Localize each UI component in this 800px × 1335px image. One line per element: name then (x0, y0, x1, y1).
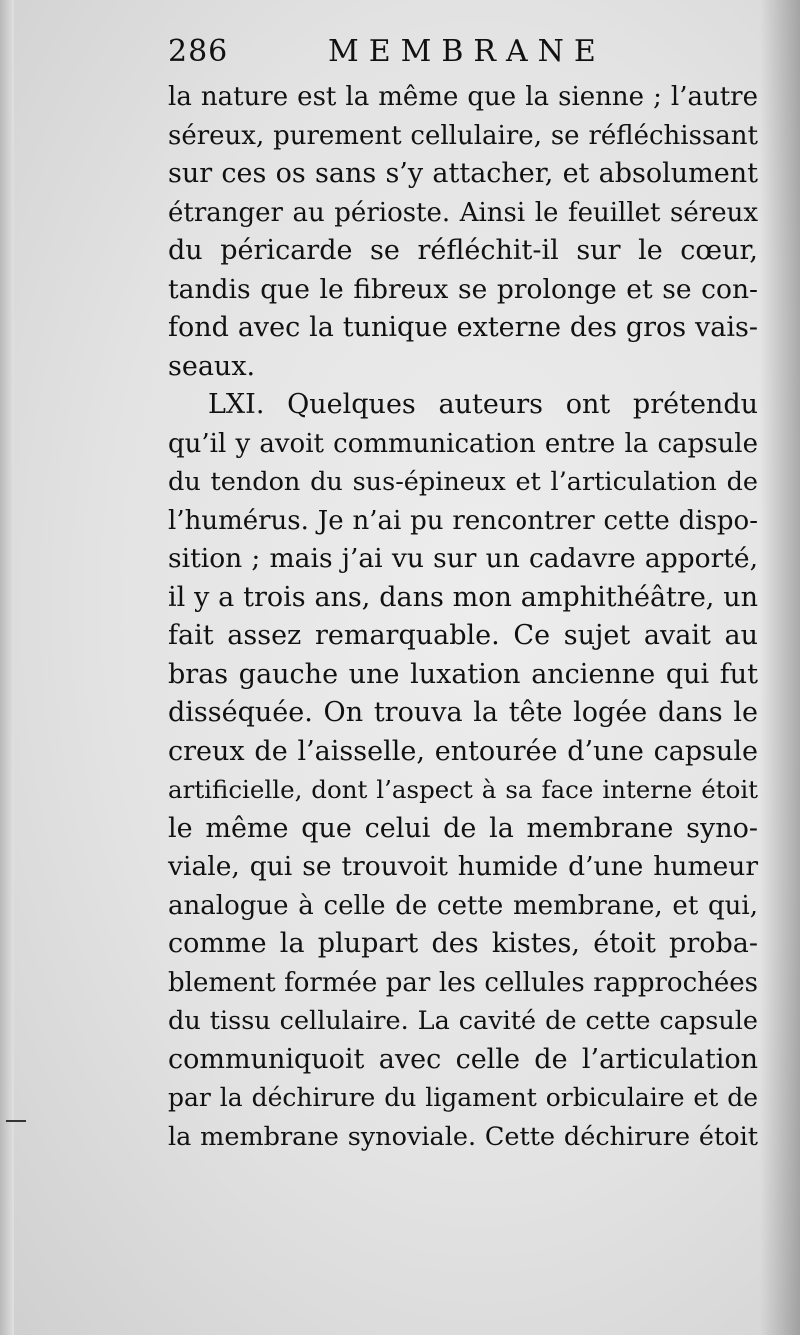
text-line: par la déchirure du ligament orbiculaire et de (168, 1083, 758, 1112)
text-line: du péricarde se réfléchit-il sur le cœur, (168, 235, 758, 266)
page-number: 286 (168, 34, 229, 69)
text-line: la nature est la même que la sienne ; l’autre (168, 82, 758, 112)
margin-mark (6, 1120, 26, 1122)
text-line: bras gauche une luxation ancienne qui fut (168, 658, 758, 690)
text-line: sition ; mais j’ai vu sur un cadavre apporté, (168, 543, 758, 574)
text-line: creux de l’aisselle, entourée d’une capsule (168, 735, 758, 767)
running-head: MEMBRANE (328, 34, 606, 69)
text-line: communiquoit avec celle de l’articulation (168, 1043, 758, 1075)
body-text (168, 78, 758, 1156)
text-line: fait assez remarquable. Ce sujet avait au (168, 620, 758, 651)
text-line: du tendon du sus-épineux et l’articulation de (168, 467, 758, 497)
text-line: sur ces os sans s’y attacher, et absolument (168, 158, 758, 189)
text-line: seaux. (168, 350, 256, 382)
text-line: séreux, purement cellulaire, se réfléchissant (168, 120, 758, 151)
text-line: la membrane synoviale. Cette déchirure étoit (168, 1121, 758, 1152)
text-line: blement formée par les cellules rapprochées (168, 967, 758, 998)
text-line: le même que celui de la membrane syno- (168, 812, 758, 844)
text-line: analogue à celle de cette membrane, et qui, (168, 890, 758, 921)
text-line: l’humérus. Je n’ai pu rencontrer cette dispo- (168, 505, 758, 536)
text-line: fond avec la tunique externe des gros vais- (168, 312, 758, 343)
text-line: disséquée. On trouva la tête logée dans le (168, 697, 758, 728)
text-line: étranger au périoste. Ainsi le feuillet séreux (168, 197, 758, 228)
text-line: artificielle, dont l’aspect à sa face interne étoit (168, 775, 758, 804)
text-line: du tissu cellulaire. La cavité de cette capsule (168, 1006, 758, 1036)
text-line: qu’il y avoit communication entre la capsule (168, 428, 758, 459)
text-line: tandis que le fibreux se prolonge et se con- (168, 273, 758, 305)
section-heading-line: LXI. Quelques auteurs ont prétendu (208, 389, 758, 420)
page-right-shadow (760, 0, 800, 1335)
text-line: viale, qui se trouvoit humide d’une humeur (168, 851, 758, 882)
page-left-edge (0, 0, 14, 1335)
text-line: comme la plupart des kistes, étoit proba- (168, 928, 758, 959)
text-line: il y a trois ans, dans mon amphithéâtre, un (168, 581, 758, 613)
page-header (168, 28, 768, 78)
